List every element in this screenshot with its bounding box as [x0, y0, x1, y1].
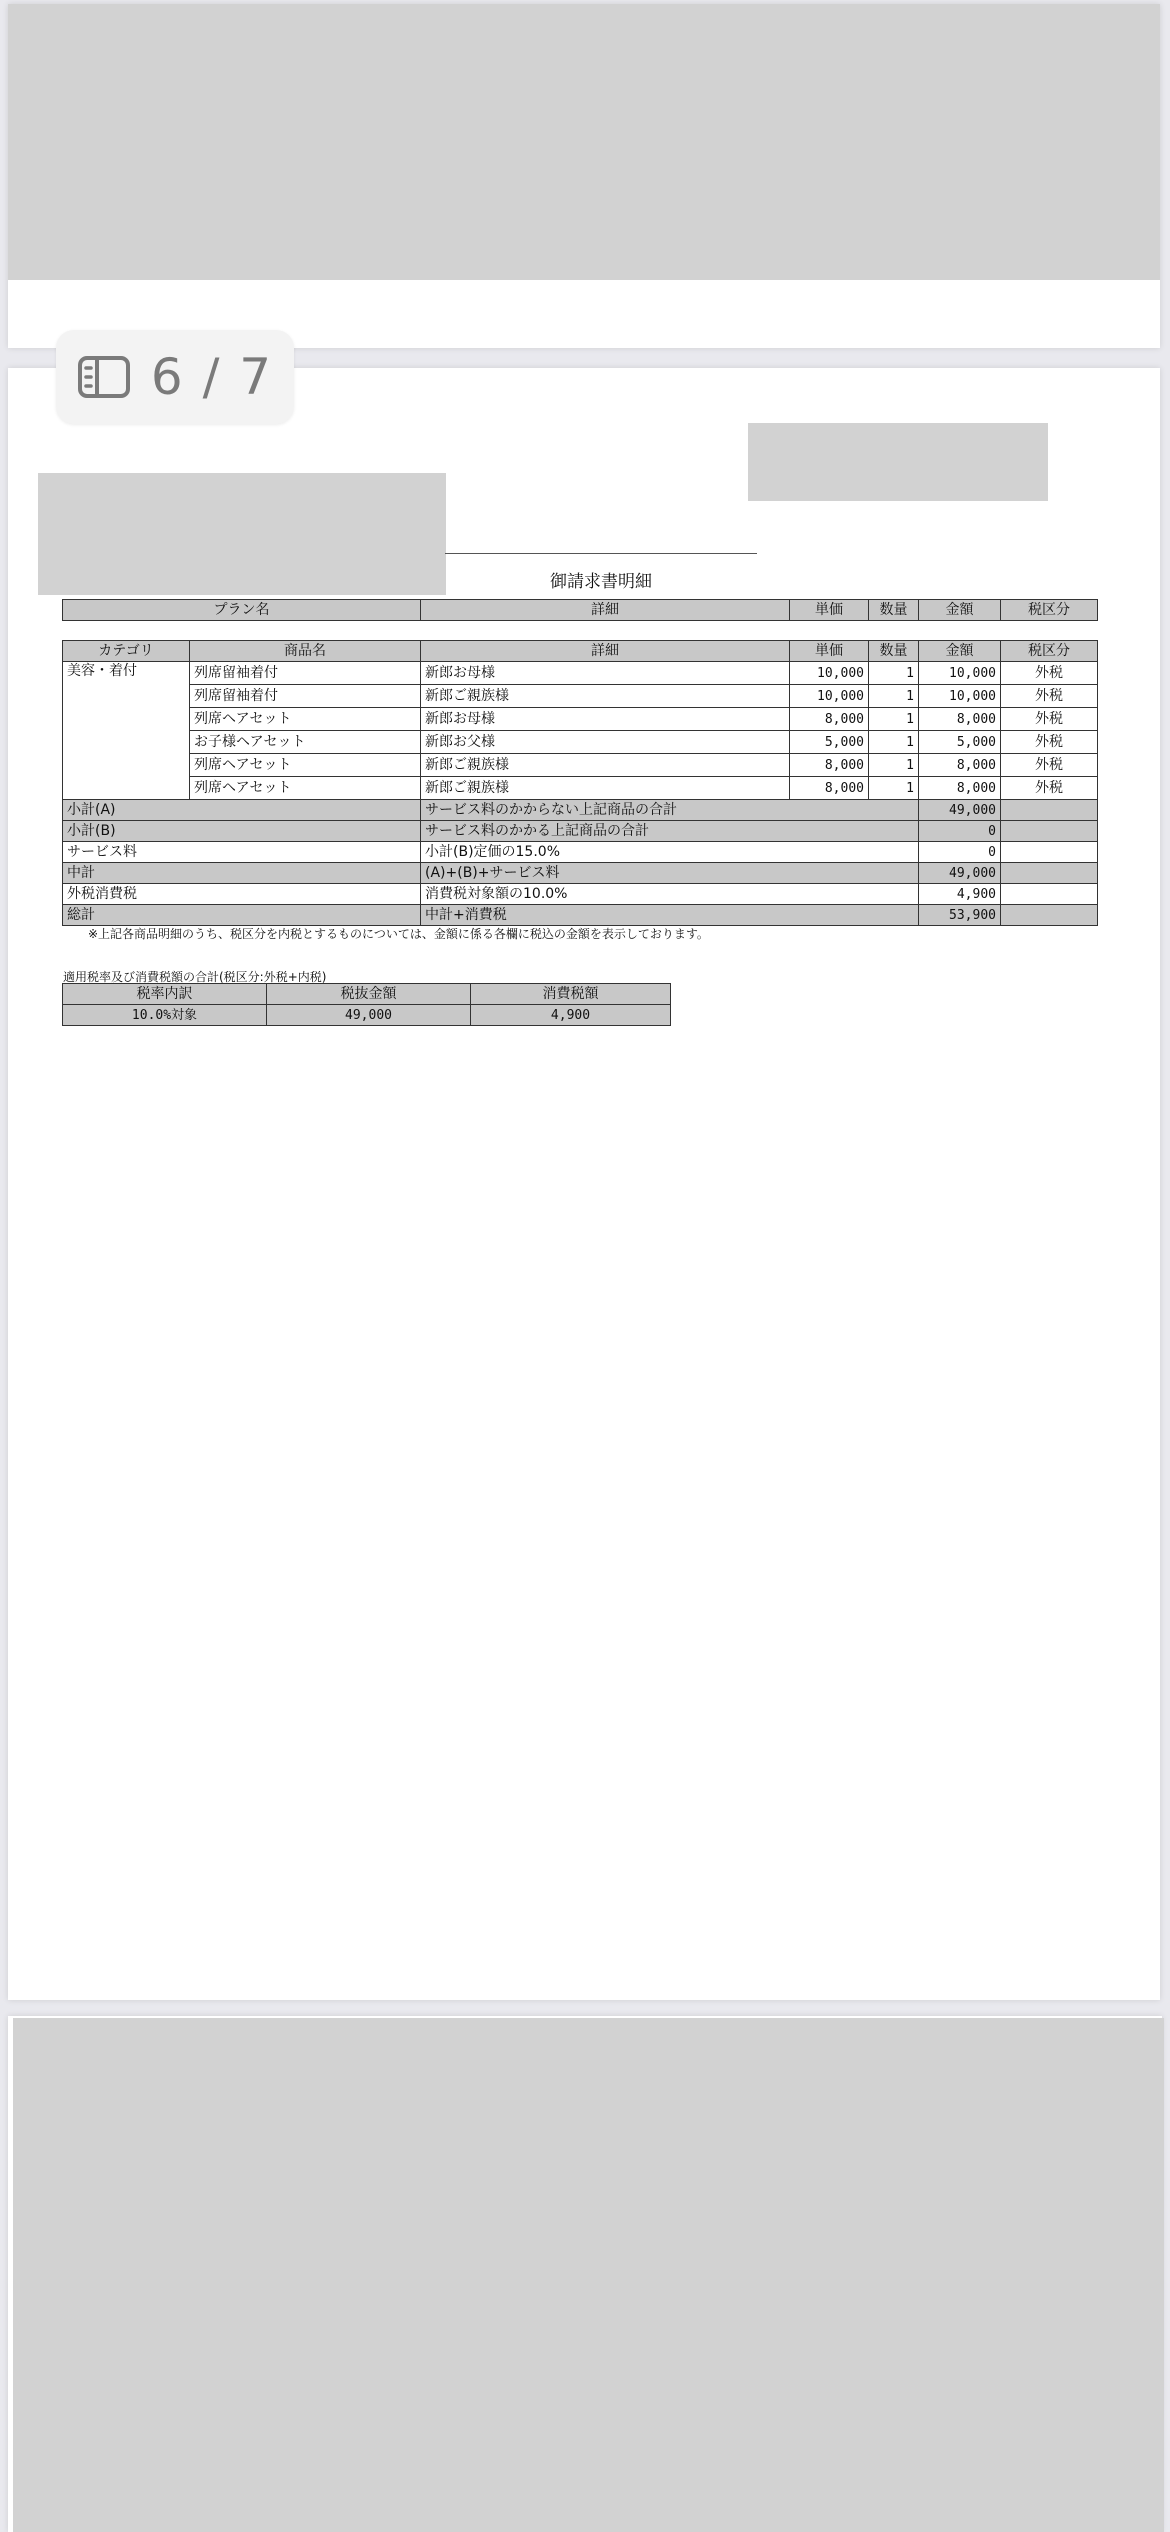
quantity-cell: 1 [869, 685, 919, 708]
tax-amount-cell: 4,900 [471, 1005, 671, 1026]
empty-cell [1001, 800, 1098, 821]
plan-header-table [62, 599, 1098, 621]
product-header: 商品名 [190, 641, 421, 662]
amount-cell: 8,000 [919, 777, 1001, 800]
tax-amount-header: 消費税額 [471, 984, 671, 1005]
tax-category-header: 税区分 [1001, 600, 1098, 621]
product-cell: 列席留袖着付 [190, 662, 421, 685]
quantity-cell: 1 [869, 777, 919, 800]
amount-cell: 10,000 [919, 685, 1001, 708]
midtotal-row [63, 863, 1098, 884]
unit-price-cell: 5,000 [790, 731, 869, 754]
midtotal-amount: 49,000 [919, 863, 1001, 884]
consumption-tax-amount: 4,900 [919, 884, 1001, 905]
page-indicator-label: 6 / 7 [150, 348, 274, 406]
quantity-cell: 1 [869, 708, 919, 731]
grand-total-amount: 53,900 [919, 905, 1001, 926]
empty-cell [1001, 905, 1098, 926]
tax-summary-label: 適用税率及び消費税額の合計(税区分:外税+内税) [63, 970, 327, 984]
sidebar-icon [77, 355, 131, 399]
detail-header: 詳細 [421, 600, 790, 621]
document-title [445, 553, 757, 592]
subtotal-b-desc: サービス料のかかる上記商品の合計 [421, 821, 919, 842]
detail-cell: 新郎ご親族様 [421, 685, 790, 708]
subtotal-a-desc: サービス料のかからない上記商品の合計 [421, 800, 919, 821]
tax-summary-row [63, 1005, 671, 1026]
amount-cell: 5,000 [919, 731, 1001, 754]
empty-cell [1001, 821, 1098, 842]
empty-cell [1001, 884, 1098, 905]
amount-header: 金額 [919, 600, 1001, 621]
detail-cell: 新郎ご親族様 [421, 754, 790, 777]
tax-rate-cell: 10.0%対象 [63, 1005, 267, 1026]
subtotal-b-row [63, 821, 1098, 842]
amount-cell: 10,000 [919, 662, 1001, 685]
subtotal-a-label: 小計(A) [63, 800, 421, 821]
consumption-tax-label: 外税消費税 [63, 884, 421, 905]
tax-cell: 外税 [1001, 777, 1098, 800]
consumption-tax-desc: 消費税対象額の10.0% [421, 884, 919, 905]
page-indicator[interactable] [56, 330, 294, 424]
product-cell: お子様ヘアセット [190, 731, 421, 754]
service-charge-amount: 0 [919, 842, 1001, 863]
unit-price-cell: 10,000 [790, 662, 869, 685]
unit-price-header: 単価 [790, 600, 869, 621]
category-cell: 美容・着付 [63, 662, 190, 800]
tax-note: ※上記各商品明細のうち、税区分を内税とするものについては、金額に係る各欄に税込の金額を表示しております。 [88, 927, 709, 941]
unit-price-header: 単価 [790, 641, 869, 662]
tax-cell: 外税 [1001, 685, 1098, 708]
unit-price-cell: 8,000 [790, 754, 869, 777]
amount-cell: 8,000 [919, 708, 1001, 731]
tax-cell: 外税 [1001, 662, 1098, 685]
tax-cell: 外税 [1001, 731, 1098, 754]
tax-cell: 外税 [1001, 708, 1098, 731]
detail-cell: 新郎お父様 [421, 731, 790, 754]
amount-header: 金額 [919, 641, 1001, 662]
empty-cell [1001, 842, 1098, 863]
redacted-block [13, 2018, 1164, 2532]
redacted-block [748, 423, 1048, 501]
service-charge-label: サービス料 [63, 842, 421, 863]
product-cell: 列席留袖着付 [190, 685, 421, 708]
quantity-cell: 1 [869, 731, 919, 754]
tax-rate-header: 税率内訳 [63, 984, 267, 1005]
redacted-block [38, 473, 446, 595]
amount-cell: 8,000 [919, 754, 1001, 777]
midtotal-desc: (A)+(B)+サービス料 [421, 863, 919, 884]
quantity-header: 数量 [869, 641, 919, 662]
empty-cell [1001, 863, 1098, 884]
document-title-text: 御請求書明細 [550, 572, 652, 592]
redacted-block [8, 4, 1160, 280]
table-row [63, 777, 1098, 800]
table-row [63, 708, 1098, 731]
grand-total-label: 総計 [63, 905, 421, 926]
subtotal-b-amount: 0 [919, 821, 1001, 842]
detail-cell: 新郎お母様 [421, 662, 790, 685]
unit-price-cell: 10,000 [790, 685, 869, 708]
tax-summary-table [62, 983, 671, 1026]
pre-tax-amount-header: 税抜金額 [267, 984, 471, 1005]
product-cell: 列席ヘアセット [190, 754, 421, 777]
category-header: カテゴリ [63, 641, 190, 662]
midtotal-label: 中計 [63, 863, 421, 884]
table-row [63, 731, 1098, 754]
grand-total-desc: 中計+消費税 [421, 905, 919, 926]
items-table [62, 640, 1098, 926]
product-cell: 列席ヘアセット [190, 777, 421, 800]
table-row [63, 662, 1098, 685]
unit-price-cell: 8,000 [790, 777, 869, 800]
plan-header-row [63, 600, 1098, 621]
subtotal-a-amount: 49,000 [919, 800, 1001, 821]
service-charge-desc: 小計(B)定価の15.0% [421, 842, 919, 863]
quantity-cell: 1 [869, 662, 919, 685]
tax-category-header: 税区分 [1001, 641, 1098, 662]
quantity-header: 数量 [869, 600, 919, 621]
consumption-tax-row [63, 884, 1098, 905]
table-row [63, 685, 1098, 708]
product-cell: 列席ヘアセット [190, 708, 421, 731]
detail-cell: 新郎ご親族様 [421, 777, 790, 800]
tax-cell: 外税 [1001, 754, 1098, 777]
grand-total-row [63, 905, 1098, 926]
quantity-cell: 1 [869, 754, 919, 777]
subtotal-a-row [63, 800, 1098, 821]
subtotal-b-label: 小計(B) [63, 821, 421, 842]
unit-price-cell: 8,000 [790, 708, 869, 731]
pre-tax-amount-cell: 49,000 [267, 1005, 471, 1026]
service-charge-row [63, 842, 1098, 863]
table-row [63, 754, 1098, 777]
items-header-row [63, 641, 1098, 662]
plan-name-header: プラン名 [63, 600, 421, 621]
detail-header: 詳細 [421, 641, 790, 662]
detail-cell: 新郎お母様 [421, 708, 790, 731]
tax-summary-header-row [63, 984, 671, 1005]
